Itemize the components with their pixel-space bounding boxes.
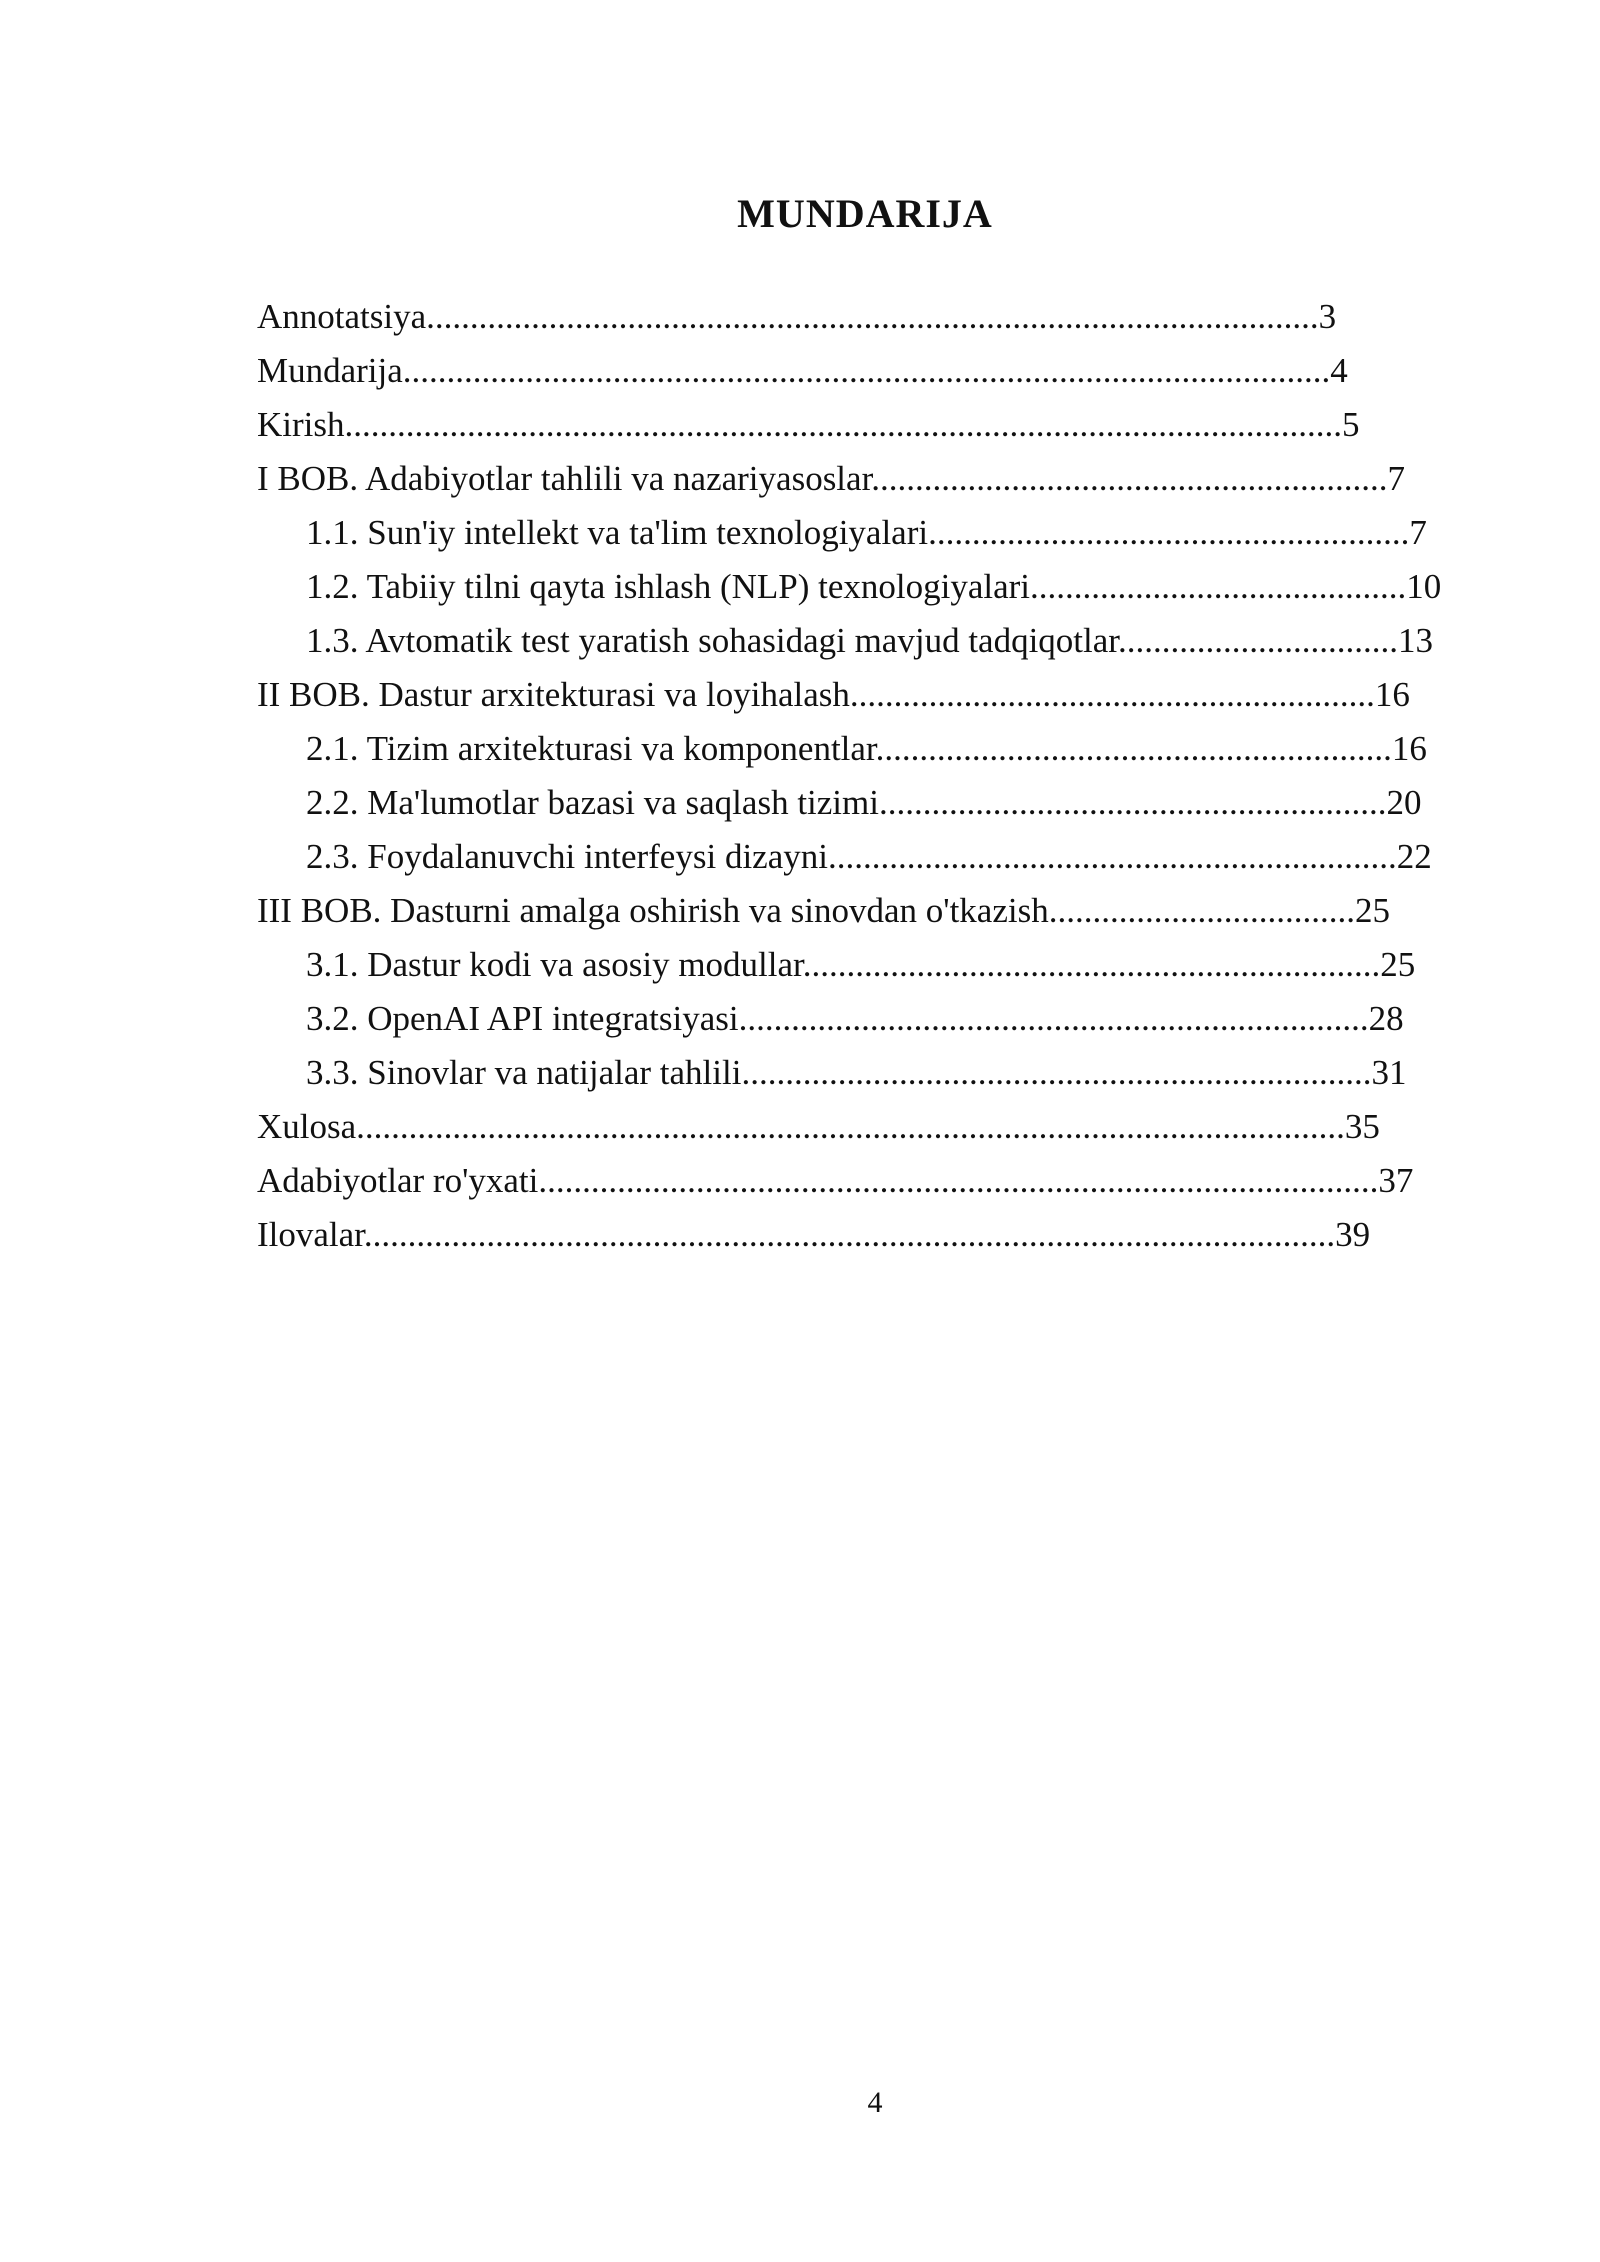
toc-entry-chapter-2[interactable] (230, 673, 1500, 717)
toc-leader-dots: ................................ (1118, 621, 1399, 660)
toc-entry-section-1-2[interactable] (230, 565, 1500, 609)
toc-entry-title: 1.2. Tabiiy tilni qayta ishlash (NLP) texnologiyalari (306, 567, 1031, 606)
toc-entry-title: 2.1. Tizim arxitekturasi va komponentlar (306, 729, 876, 768)
toc-entry-ilovalar[interactable] (230, 1213, 1500, 1257)
toc-page-number: 16 (1374, 675, 1410, 714)
toc-page-number: 39 (1335, 1215, 1371, 1254)
toc-page-number: 13 (1398, 621, 1434, 660)
toc-page-number: 7 (1387, 459, 1406, 498)
toc-leader-dots: ........................................................................ (738, 999, 1369, 1038)
toc-leader-dots: .......................................................................................................... (402, 351, 1331, 390)
toc-entry-title: III BOB. Dasturni amalga oshirish va sinovdan o'tkazish (257, 891, 1049, 930)
toc-entry-annotatsiya[interactable] (230, 295, 1500, 339)
toc-page-number: 28 (1368, 999, 1404, 1038)
toc-leader-dots: ........................................................................ (741, 1053, 1372, 1092)
toc-page-number: 20 (1386, 783, 1422, 822)
toc-entry-section-1-3[interactable] (230, 619, 1500, 663)
toc-page-number: 3 (1318, 297, 1337, 336)
toc-leader-dots: ........................................... (1030, 567, 1407, 606)
toc-entry-title: 1.3. Avtomatik test yaratish sohasidagi mavjud tadqiqotlar (306, 621, 1119, 660)
page-title: MUNDARIJA (737, 191, 993, 236)
toc-entry-title: Adabiyotlar ro'yxati (257, 1161, 539, 1200)
toc-entry-xulosa[interactable] (230, 1105, 1500, 1149)
toc-entry-section-2-3[interactable] (230, 835, 1500, 879)
toc-entry-chapter-3[interactable] (230, 889, 1500, 933)
toc-page-number: 7 (1409, 513, 1427, 552)
toc-page-number: 31 (1371, 1053, 1407, 1092)
toc-entry-title: Xulosa (257, 1107, 357, 1146)
toc-entry-title: Ilovalar (257, 1215, 364, 1254)
table-of-contents (230, 295, 1500, 1267)
toc-leader-dots: .......................................................... (878, 783, 1387, 822)
toc-leader-dots: ....................................................... (928, 513, 1410, 552)
toc-leader-dots: ................................................................................................ (538, 1161, 1379, 1200)
toc-page-number: 37 (1378, 1161, 1414, 1200)
toc-entry-title: 2.2. Ma'lumotlar bazasi va saqlash tizimi (306, 783, 879, 822)
toc-entry-title: I BOB. Adabiyotlar tahlili va nazariyasoslar (257, 459, 872, 498)
toc-entry-section-2-2[interactable] (230, 781, 1500, 825)
toc-entry-title: 3.1. Dastur kodi va asosiy modullar (306, 945, 803, 984)
toc-leader-dots: ................................................................. (827, 837, 1397, 876)
toc-page-number: 25 (1380, 945, 1416, 984)
toc-entry-kirish[interactable] (230, 403, 1500, 447)
toc-leader-dots: ........................................................... (875, 729, 1392, 768)
toc-leader-dots: ...................................................................................................... (426, 297, 1319, 336)
toc-page-number: 25 (1354, 891, 1390, 930)
toc-entry-title: 3.3. Sinovlar va natijalar tahlili (306, 1053, 742, 1092)
toc-leader-dots: ................................... (1048, 891, 1355, 930)
toc-page-number: 5 (1342, 405, 1360, 444)
toc-leader-dots: ............................................................ (849, 675, 1375, 714)
toc-leader-dots: ................................................................................................................. (356, 1107, 1345, 1146)
toc-page-number: 35 (1344, 1107, 1380, 1146)
toc-page-number: 10 (1406, 567, 1442, 606)
toc-leader-dots: .................................................................. (802, 945, 1381, 984)
toc-entry-title: 3.2. OpenAI API integratsiyasi (306, 999, 739, 1038)
toc-entry-adabiyotlar[interactable] (230, 1159, 1500, 1203)
toc-entry-section-1-1[interactable] (230, 511, 1500, 555)
page-number: 4 (867, 2086, 883, 2119)
toc-entry-title: II BOB. Dastur arxitekturasi va loyihalash (257, 675, 850, 714)
toc-entry-title: Annotatsiya (257, 297, 427, 336)
toc-page-number: 16 (1391, 729, 1427, 768)
toc-leader-dots: .................................................................................................................. (344, 405, 1342, 444)
toc-entry-title: Kirish (257, 405, 345, 444)
toc-entry-title: 2.3. Foydalanuvchi interfeysi dizayni (306, 837, 828, 876)
toc-entry-mundarija[interactable] (230, 349, 1500, 393)
toc-page-number: 22 (1396, 837, 1432, 876)
toc-page-number: 4 (1330, 351, 1348, 390)
toc-entry-section-2-1[interactable] (230, 727, 1500, 771)
toc-leader-dots: ........................................................... (871, 459, 1388, 498)
toc-entry-title: Mundarija (257, 351, 403, 390)
toc-entry-section-3-3[interactable] (230, 1051, 1500, 1095)
toc-entry-section-3-2[interactable] (230, 997, 1500, 1041)
toc-leader-dots: ............................................................................................................... (363, 1215, 1336, 1254)
toc-entry-section-3-1[interactable] (230, 943, 1500, 987)
toc-entry-title: 1.1. Sun'iy intellekt va ta'lim texnologiyalari (306, 513, 929, 552)
toc-entry-chapter-1[interactable] (230, 457, 1500, 501)
